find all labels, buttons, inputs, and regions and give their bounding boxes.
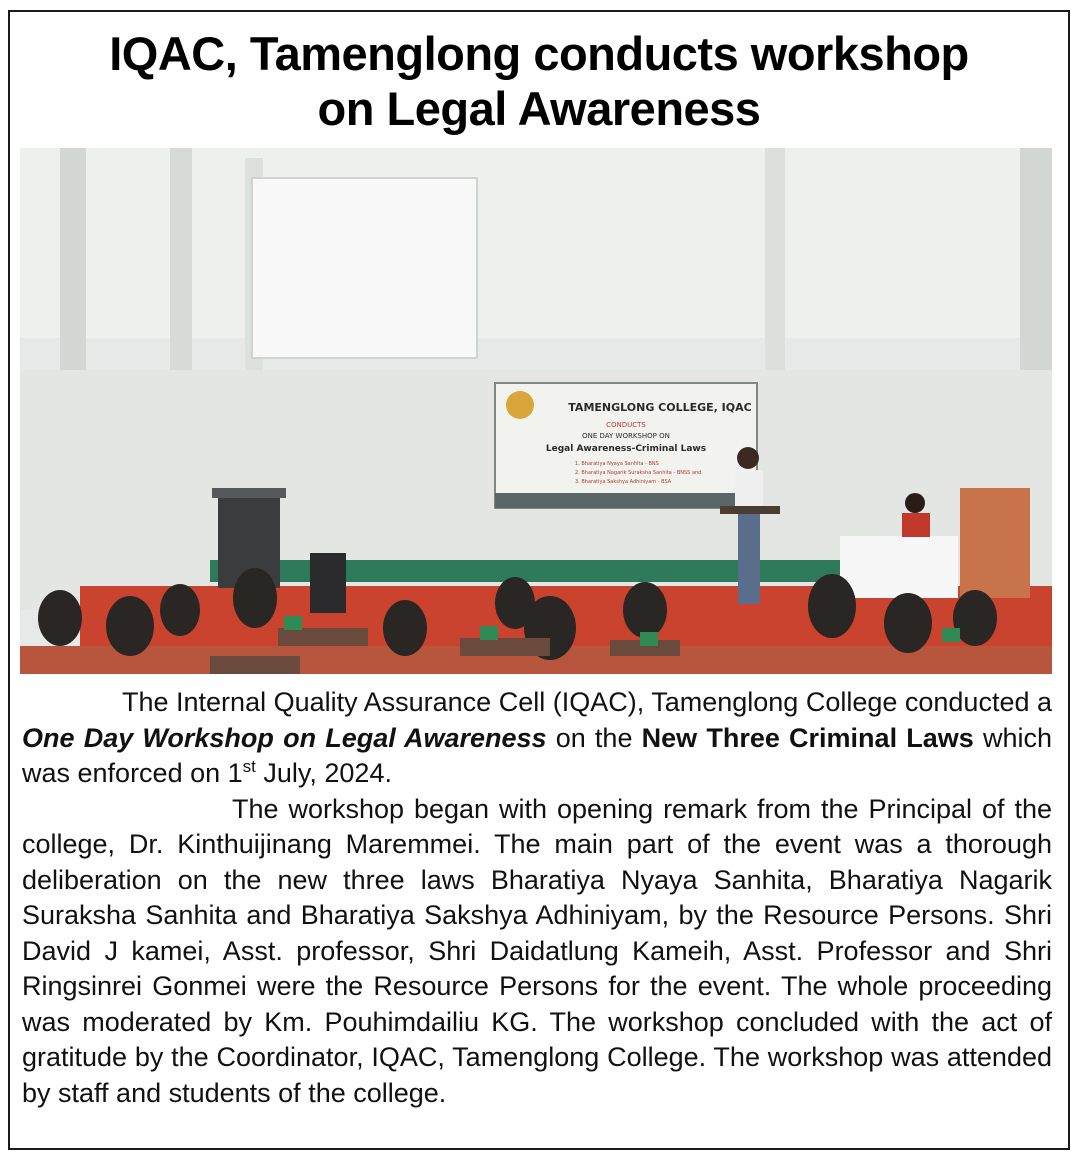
banner-law-2: 2. Bharatiya Nagarik Suraksha Sanhita - BNSS and — [575, 470, 702, 476]
p1-text-4: July, 2024. — [255, 758, 392, 788]
workshop-banner — [495, 383, 757, 508]
banner-conducts: CONDUCTS — [606, 421, 646, 429]
hall-scene — [20, 148, 1052, 674]
p1-text-1: The Internal Quality Assurance Cell (IQAC), Tamenglong College conducted a — [122, 687, 1052, 717]
event-photo — [20, 148, 1052, 674]
date-ordinal: st — [242, 757, 256, 776]
article-body — [22, 685, 1052, 1111]
banner-law-1: 1. Bharatiya Nyaya Sanhita - BNS — [575, 461, 659, 467]
headline-line-2: on Legal Awareness — [317, 82, 761, 135]
banner-college: TAMENGLONG COLLEGE, IQAC — [568, 401, 752, 414]
article-paragraph-1 — [22, 685, 1052, 792]
workshop-title: One Day Workshop on Legal Awareness — [22, 722, 547, 753]
p1-text-2: on the — [546, 722, 642, 753]
headline — [10, 26, 1068, 136]
banner-workshop: ONE DAY WORKSHOP ON — [582, 432, 670, 440]
banner-law-3: 3. Bharatiya Sakshya Adhiniyam - BSA — [575, 479, 672, 485]
p1-text-3: which was enforced on 1 — [22, 722, 1052, 788]
laws-title: New Three Criminal Laws — [641, 722, 974, 753]
banner-topic: Legal Awareness-Criminal Laws — [545, 444, 707, 454]
headline-line-1: IQAC, Tamenglong conducts workshop — [109, 27, 969, 80]
news-clipping — [8, 10, 1070, 1150]
article-paragraph-2: The workshop began with opening remark from the Principal of the college, Dr. Kinthuijinang Maremmei. The main part of the event was a thorough deliberation on the new three laws Bharatiya Nyaya Sanhita, Bharatiya Nagarik Suraksha Sanhita and Bharatiya Sakshya Adhiniyam, by the Resource Persons. Shri David J kamei, Asst. professor, Shri Daidatlung Kameih, Asst. Professor and Shri Ringsinrei Gonmei were the Resource Persons for the event. The whole proceeding was moderated by Km. Pouhimdailiu KG. The workshop concluded with the act of gratitude by the Coordinator, IQAC, Tamenglong College. The workshop was attended by staff and students of the college. — [22, 793, 1052, 1108]
